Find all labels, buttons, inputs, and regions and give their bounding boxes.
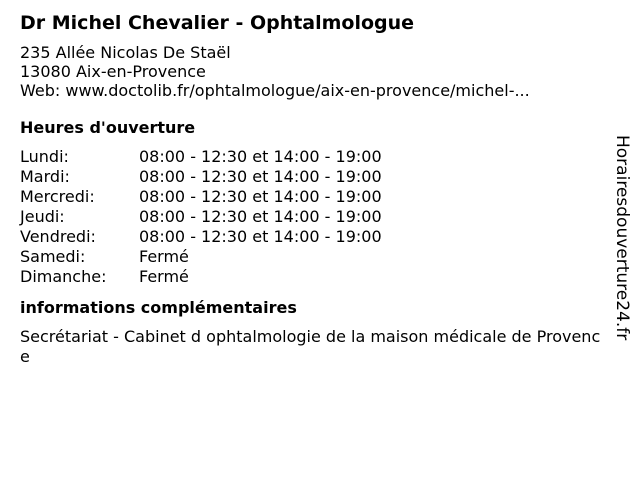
street-address: 235 Allée Nicolas De Staël [20,43,231,62]
opening-hours-table [20,147,610,287]
day-hours: 08:00 - 12:30 et 14:00 - 19:00 [139,167,382,186]
hours-row-sunday [20,267,610,287]
opening-hours-heading: Heures d'ouverture [20,118,196,137]
page-title: Dr Michel Chevalier - Ophtalmologue [20,12,415,34]
city-address: 13080 Aix-en-Provence [20,62,206,81]
hours-row-thursday [20,207,610,227]
day-label: Jeudi: [20,207,65,226]
day-label: Mercredi: [20,187,95,206]
day-label: Samedi: [20,247,86,266]
hours-row-friday [20,227,610,247]
hours-row-wednesday [20,187,610,207]
hours-row-tuesday [20,167,610,187]
website-link[interactable]: Web: www.doctolib.fr/ophtalmologue/aix-en-provence/michel-... [20,81,530,100]
day-hours: Fermé [139,267,189,286]
site-watermark: Horairesdouverture24.fr [612,135,632,341]
day-hours: 08:00 - 12:30 et 14:00 - 19:00 [139,227,382,246]
hours-row-monday [20,147,610,167]
hours-row-saturday [20,247,610,267]
day-hours: 08:00 - 12:30 et 14:00 - 19:00 [139,187,382,206]
day-label: Lundi: [20,147,69,166]
day-hours: Fermé [139,247,189,266]
additional-info-heading: informations complémentaires [20,298,297,317]
day-label: Dimanche: [20,267,107,286]
day-label: Mardi: [20,167,70,186]
day-label: Vendredi: [20,227,96,246]
additional-info-text: Secrétariat - Cabinet d ophtalmologie de la maison médicale de Provence [20,327,601,366]
listing-card [20,10,610,367]
day-hours: 08:00 - 12:30 et 14:00 - 19:00 [139,207,382,226]
address-block [20,43,610,100]
day-hours: 08:00 - 12:30 et 14:00 - 19:00 [139,147,382,166]
